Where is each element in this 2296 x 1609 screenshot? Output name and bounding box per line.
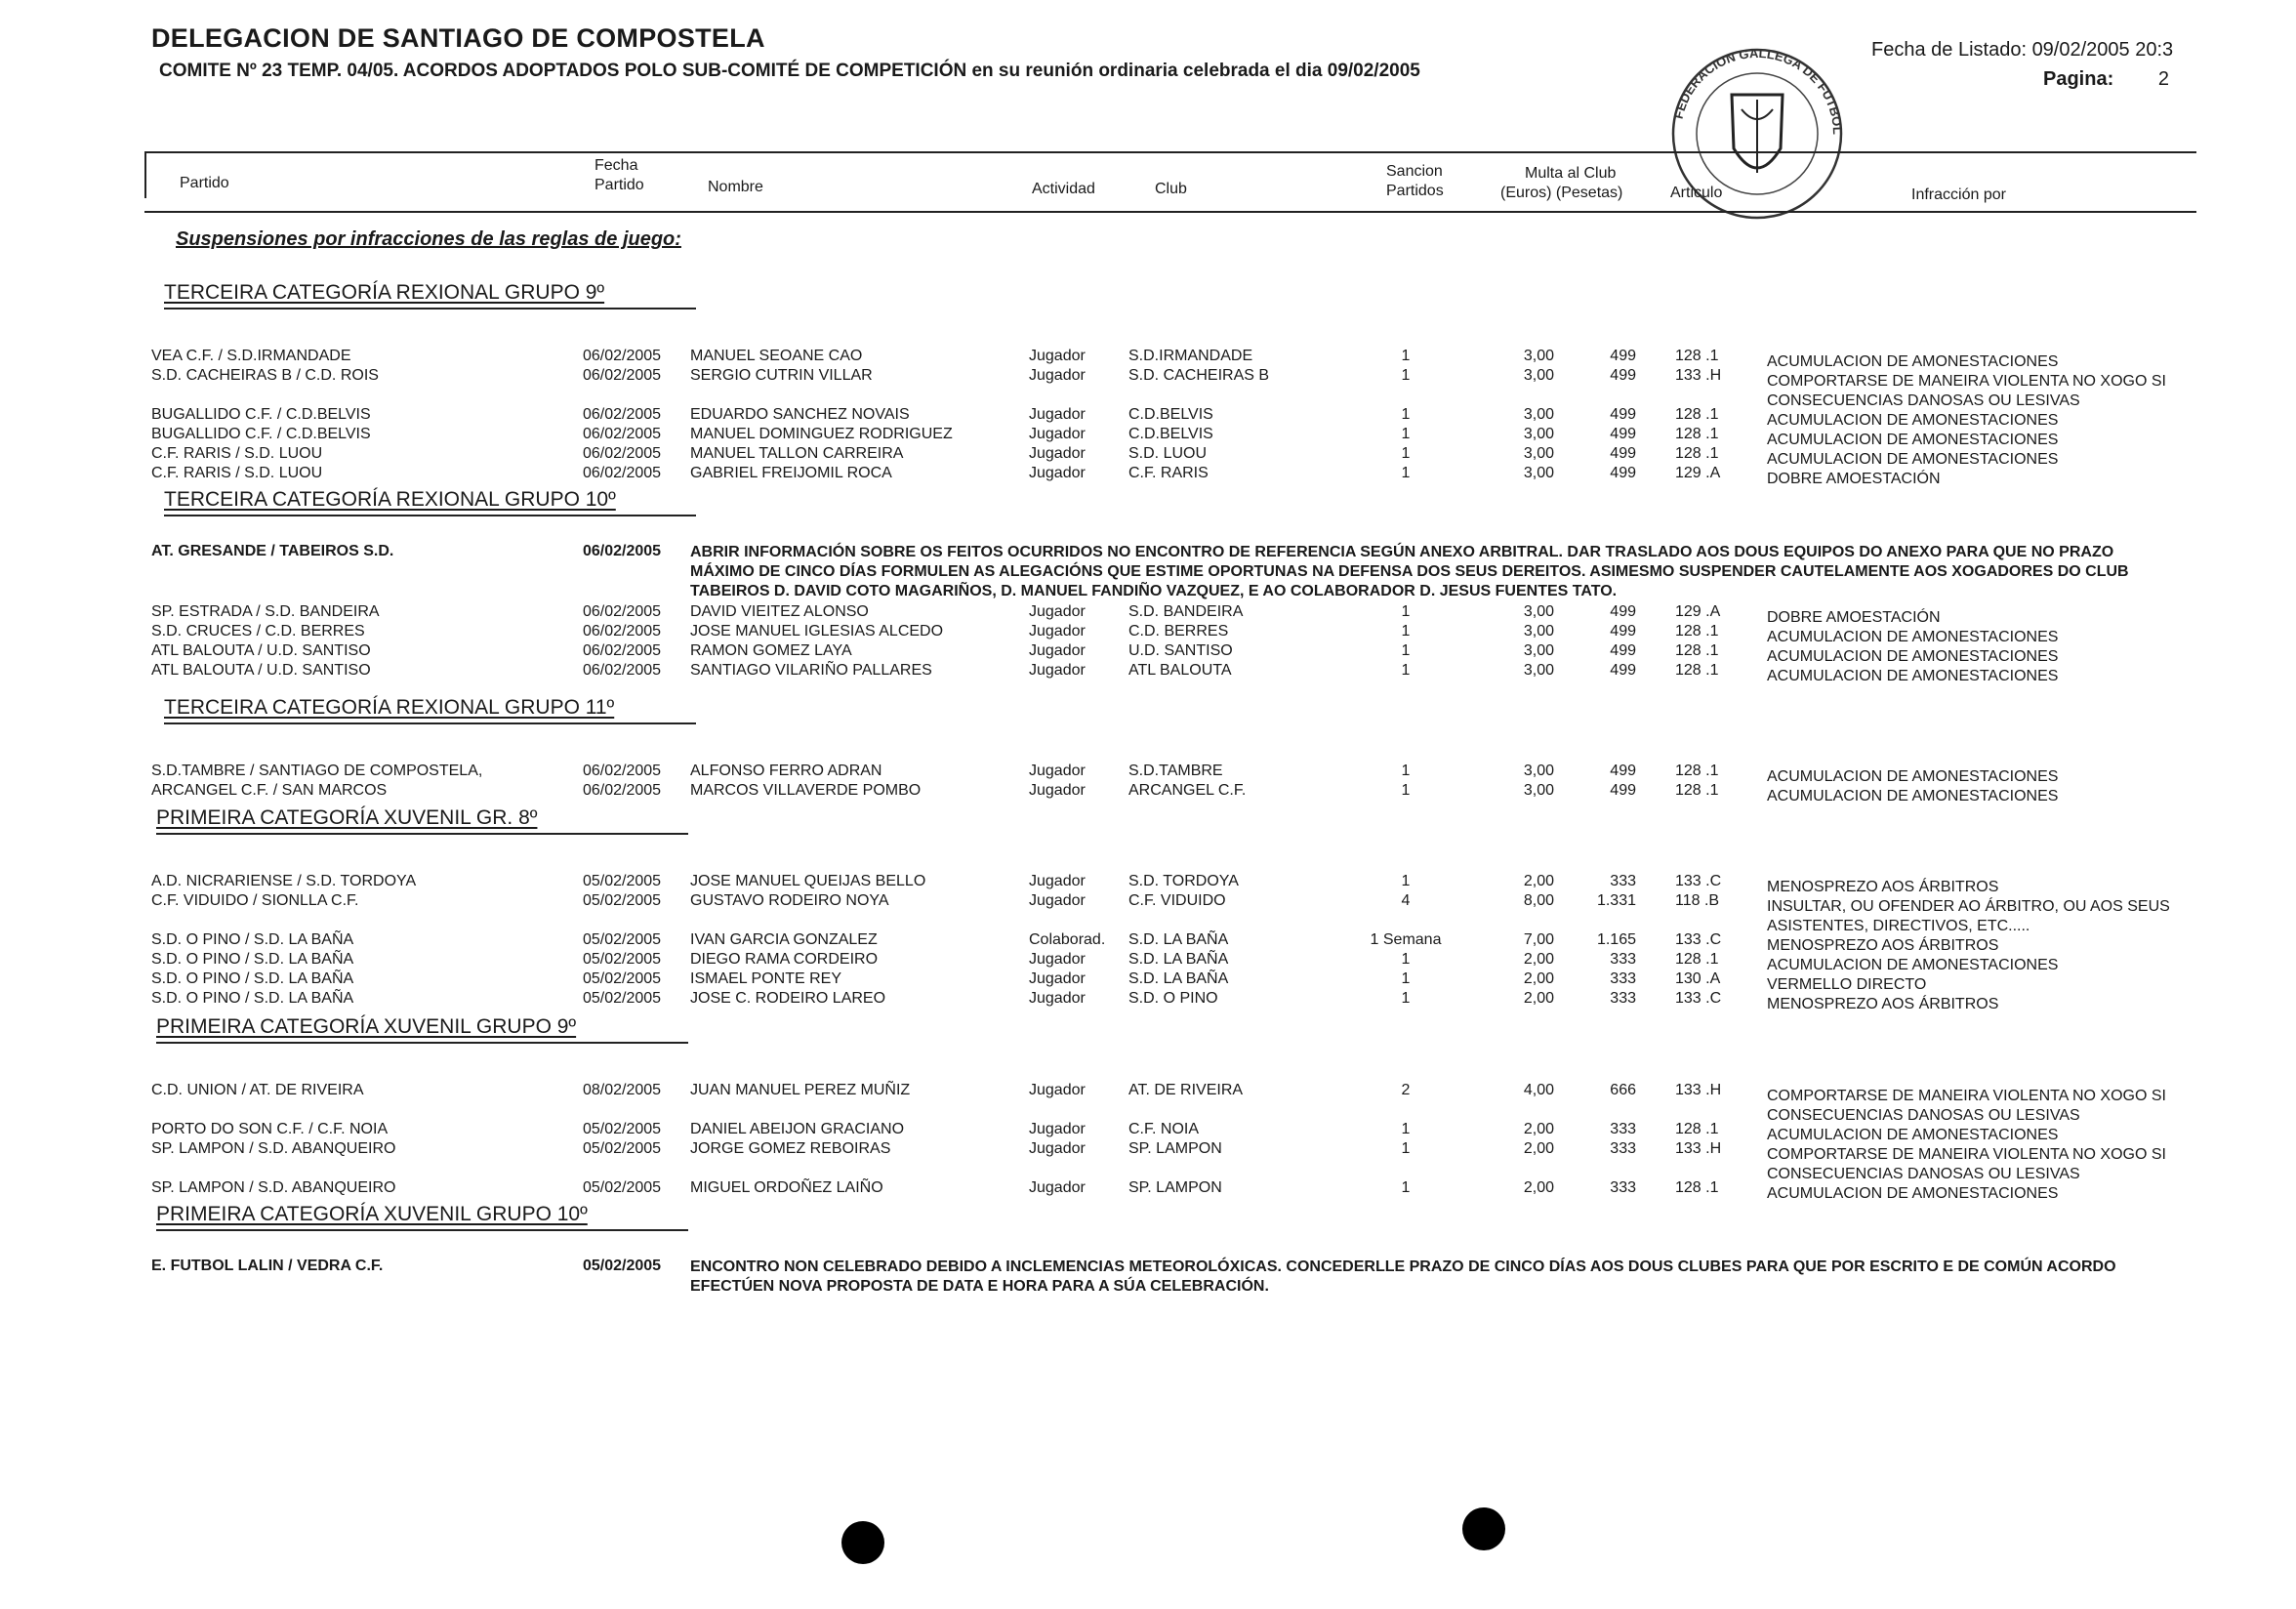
cell-nombre: MARCOS VILLAVERDE POMBO [690, 782, 922, 799]
col-club: Club [1155, 181, 1187, 197]
cell-sancion: 1 [1401, 782, 1411, 799]
cell-partido: SP. LAMPON / S.D. ABANQUEIRO [151, 1179, 396, 1196]
cell-euros: 2,00 [1523, 951, 1554, 968]
cell-actividad: Jugador [1029, 367, 1086, 384]
cell-club: S.D. LUOU [1128, 445, 1208, 462]
cell-infraccion: ACUMULACION DE AMONESTACIONES [1767, 648, 2059, 665]
cell-euros: 3,00 [1523, 642, 1554, 659]
section-title-rule [156, 833, 688, 835]
cell-nombre: ISMAEL PONTE REY [690, 970, 841, 987]
cell-euros: 2,00 [1523, 970, 1554, 987]
cell-fecha: 06/02/2005 [583, 445, 662, 462]
cell-euros: 3,00 [1523, 763, 1554, 779]
cell-pesetas: 333 [1610, 873, 1636, 889]
cell-infraccion: DOBRE AMOESTACIÓN [1767, 609, 1941, 626]
cell-partido: S.D.TAMBRE / SANTIAGO DE COMPOSTELA, [151, 763, 483, 779]
cell-sancion: 1 [1401, 873, 1411, 889]
cell-fecha: 06/02/2005 [583, 348, 662, 364]
col-infraccion: Infracción por [1911, 186, 2006, 203]
cell-pesetas: 499 [1610, 642, 1636, 659]
table-row [0, 873, 2296, 895]
cell-sancion: 1 [1401, 367, 1411, 384]
cell-sancion: 1 [1401, 1140, 1411, 1157]
section-title: PRIMEIRA CATEGORÍA XUVENIL GRUPO 10º [156, 1203, 588, 1225]
cell-actividad: Jugador [1029, 951, 1086, 968]
cell-pesetas: 1.165 [1596, 931, 1636, 948]
cell-euros: 3,00 [1523, 662, 1554, 679]
cell-nombre: MIGUEL ORDOÑEZ LAIÑO [690, 1179, 883, 1196]
punch-hole-right [1462, 1507, 1505, 1550]
cell-sancion: 1 [1401, 348, 1411, 364]
cell-nombre: JUAN MANUEL PEREZ MUÑIZ [690, 1082, 911, 1098]
cell-fecha: 05/02/2005 [583, 892, 662, 909]
page-title: DELEGACION DE SANTIAGO DE COMPOSTELA [151, 23, 765, 53]
cell-articulo: 128 .1 [1675, 348, 1719, 364]
cell-sancion: 1 [1401, 465, 1411, 481]
cell-pesetas: 1.331 [1596, 892, 1636, 909]
punch-hole-left [841, 1521, 884, 1564]
cell-fecha: 08/02/2005 [583, 1082, 662, 1098]
cell-sancion: 1 [1401, 445, 1411, 462]
cell-fecha: 06/02/2005 [583, 623, 662, 639]
table-row [0, 367, 2296, 409]
cell-nombre: EDUARDO SANCHEZ NOVAIS [690, 406, 910, 423]
cell-infraccion: ACUMULACION DE AMONESTACIONES [1767, 957, 2059, 973]
cell-nombre: GUSTAVO RODEIRO NOYA [690, 892, 889, 909]
cell-actividad: Colaborad. [1029, 931, 1106, 948]
cell-pesetas: 333 [1610, 990, 1636, 1007]
section-title-rule [164, 308, 696, 309]
cell-fecha: 05/02/2005 [583, 1140, 662, 1157]
table-row [0, 426, 2296, 448]
cell-fecha: 05/02/2005 [583, 873, 662, 889]
cell-actividad: Jugador [1029, 623, 1086, 639]
cell-infraccion: ACUMULACION DE AMONESTACIONES [1767, 353, 2059, 370]
cell-actividad: Jugador [1029, 406, 1086, 423]
note-text: ABRIR INFORMACIÓN SOBRE OS FEITOS OCURRIDOS NO ENCONTRO DE REFERENCIA SEGÚN ANEXO ARBITRAL. DAR TRASLADO AOS DOUS EQUIPOS DO ANEXO PARA QUE NO PRAZO MÁXIMO DE CINCO DÍAS FORMULEN AS ALEGACIÓNS QUE ESTIME OPORTUNAS NA DEFENSA DOS SEUS DEREITOS. ASIMESMO SUSPENDER CAUTELAMENTE AOS XOGADORES DO CLUB TABEIROS D. DAVID COTO MAGARIÑOS, D. MANUEL FANDIÑO VAZQUEZ, E AO COLABORADOR D. JESUS FUENTES TATO. [690, 544, 2129, 599]
cell-euros: 2,00 [1523, 1121, 1554, 1137]
cell-partido: ARCANGEL C.F. / SAN MARCOS [151, 782, 388, 799]
cell-nombre: JOSE C. RODEIRO LAREO [690, 990, 886, 1007]
cell-actividad: Jugador [1029, 1121, 1086, 1137]
cell-club: C.D. BERRES [1128, 623, 1229, 639]
cell-infraccion: ACUMULACION DE AMONESTACIONES [1767, 451, 2059, 468]
cell-actividad: Jugador [1029, 892, 1086, 909]
cell-infraccion: INSULTAR, OU OFENDER AO ÁRBITRO, OU AOS SEUS [1767, 898, 2170, 915]
cell-infraccion: ACUMULACION DE AMONESTACIONES [1767, 629, 2059, 645]
cell-actividad: Jugador [1029, 1082, 1086, 1098]
note-text: ENCONTRO NON CELEBRADO DEBIDO A INCLEMENCIAS METEOROLÓXICAS. CONCEDERLLE PRAZO DE CINCO DÍAS AOS DOUS CLUBES PARA QUE POR ESCRITO E DE COMÚN ACORDO EFECTÚEN NOVA PROPOSTA DE DATA E HORA PARA A SÚA CELEBRACIÓN. [690, 1258, 2116, 1295]
cell-pesetas: 333 [1610, 1179, 1636, 1196]
cell-pesetas: 499 [1610, 623, 1636, 639]
cell-pesetas: 499 [1610, 662, 1636, 679]
cell-pesetas: 499 [1610, 348, 1636, 364]
section-title: PRIMEIRA CATEGORÍA XUVENIL GR. 8º [156, 806, 538, 829]
cell-partido: S.D. CRUCES / C.D. BERRES [151, 623, 365, 639]
cell-nombre: SERGIO CUTRIN VILLAR [690, 367, 873, 384]
cell-sancion: 1 [1401, 990, 1411, 1007]
cell-sancion: 1 [1401, 603, 1411, 620]
cell-pesetas: 499 [1610, 782, 1636, 799]
cell-euros: 8,00 [1523, 892, 1554, 909]
cell-euros: 3,00 [1523, 406, 1554, 423]
cell-club: C.F. VIDUIDO [1128, 892, 1226, 909]
table-row [0, 623, 2296, 645]
cell-euros: 4,00 [1523, 1082, 1554, 1098]
cell-infraccion: VERMELLO DIRECTO [1767, 976, 1927, 993]
cell-pesetas: 499 [1610, 445, 1636, 462]
table-row [0, 642, 2296, 665]
cell-nombre: JOSE MANUEL IGLESIAS ALCEDO [690, 623, 944, 639]
cell-sancion: 1 [1401, 1121, 1411, 1137]
table-row [0, 931, 2296, 954]
cell-partido: C.F. RARIS / S.D. LUOU [151, 465, 323, 481]
table-row [0, 951, 2296, 973]
header-left-rule [144, 151, 146, 198]
cell-sancion: 1 Semana [1370, 931, 1442, 948]
cell-fecha: 06/02/2005 [583, 603, 662, 620]
table-row [0, 1082, 2296, 1124]
cell-actividad: Jugador [1029, 782, 1086, 799]
section-title: PRIMEIRA CATEGORÍA XUVENIL GRUPO 9º [156, 1015, 577, 1038]
cell-actividad: Jugador [1029, 1140, 1086, 1157]
cell-infraccion: CONSECUENCIAS DANOSAS OU LESIVAS [1767, 1107, 2080, 1124]
cell-infraccion: COMPORTARSE DE MANEIRA VIOLENTA NO XOGO SI [1767, 373, 2166, 390]
cell-articulo: 128 .1 [1675, 951, 1719, 968]
cell-sancion: 1 [1401, 951, 1411, 968]
cell-partido: ATL BALOUTA / U.D. SANTISO [151, 662, 371, 679]
header-top-rule [144, 151, 2196, 153]
cell-infraccion: ACUMULACION DE AMONESTACIONES [1767, 788, 2059, 804]
cell-sancion: 4 [1401, 892, 1411, 909]
cell-partido: ATL BALOUTA / U.D. SANTISO [151, 642, 371, 659]
cell-club: S.D. LA BAÑA [1128, 970, 1229, 987]
cell-club: C.D.BELVIS [1128, 406, 1213, 423]
cell-fecha: 05/02/2005 [583, 931, 662, 948]
cell-partido: A.D. NICRARIENSE / S.D. TORDOYA [151, 873, 417, 889]
cell-pesetas: 666 [1610, 1082, 1636, 1098]
cell-actividad: Jugador [1029, 642, 1086, 659]
table-row [0, 445, 2296, 468]
page-number-value: 2 [2157, 68, 2169, 90]
col-sancion [1386, 162, 1444, 201]
cell-sancion: 1 [1401, 763, 1411, 779]
section-title-rule [156, 1042, 688, 1044]
col-multa [1500, 164, 1622, 203]
cell-euros: 3,00 [1523, 367, 1554, 384]
cell-partido: S.D. O PINO / S.D. LA BAÑA [151, 931, 354, 948]
cell-sancion: 1 [1401, 1179, 1411, 1196]
cell-articulo: 128 .1 [1675, 623, 1719, 639]
page-subtitle: COMITE Nº 23 TEMP. 04/05. ACORDOS ADOPTADOS POLO SUB-COMITÉ DE COMPETICIÓN en su reunión ordinaria celebrada el dia 09/02/2005 [159, 61, 1420, 81]
svg-text:FEDERACION GALLEGA DE FUTBOL: FEDERACION GALLEGA DE FUTBOL [1670, 45, 1846, 136]
cell-infraccion: CONSECUENCIAS DANOSAS OU LESIVAS [1767, 1166, 2080, 1182]
cell-infraccion: ASISTENTES, DIRECTIVOS, ETC..... [1767, 918, 2030, 934]
cell-euros: 7,00 [1523, 931, 1554, 948]
cell-articulo: 130 .A [1675, 970, 1721, 987]
cell-euros: 2,00 [1523, 1179, 1554, 1196]
cell-euros: 2,00 [1523, 990, 1554, 1007]
cell-euros: 3,00 [1523, 426, 1554, 442]
cell-infraccion: ACUMULACION DE AMONESTACIONES [1767, 1127, 2059, 1143]
cell-pesetas: 333 [1610, 951, 1636, 968]
cell-sancion: 1 [1401, 642, 1411, 659]
cell-pesetas: 499 [1610, 426, 1636, 442]
cell-nombre: JORGE GOMEZ REBOIRAS [690, 1140, 891, 1157]
cell-partido: PORTO DO SON C.F. / C.F. NOIA [151, 1121, 389, 1137]
cell-fecha: 06/02/2005 [583, 662, 662, 679]
cell-partido: S.D. CACHEIRAS B / C.D. ROIS [151, 367, 379, 384]
cell-euros: 3,00 [1523, 782, 1554, 799]
col-fecha-line2: Partido [594, 177, 644, 193]
listing-date-label: Fecha de Listado: [1871, 39, 2027, 61]
cell-club: SP. LAMPON [1128, 1179, 1222, 1196]
cell-nombre: SANTIAGO VILARIÑO PALLARES [690, 662, 932, 679]
cell-fecha: 06/02/2005 [583, 782, 662, 799]
cell-partido: VEA C.F. / S.D.IRMANDADE [151, 348, 351, 364]
cell-articulo: 128 .1 [1675, 782, 1719, 799]
cell-nombre: DAVID VIEITEZ ALONSO [690, 603, 869, 620]
cell-partido: SP. ESTRADA / S.D. BANDEIRA [151, 603, 380, 620]
note-partido: AT. GRESANDE / TABEIROS S.D. [151, 543, 394, 559]
cell-nombre: MANUEL SEOANE CAO [690, 348, 863, 364]
cell-actividad: Jugador [1029, 603, 1086, 620]
cell-articulo: 128 .1 [1675, 1179, 1719, 1196]
col-fecha [594, 156, 644, 195]
cell-actividad: Jugador [1029, 662, 1086, 679]
cell-articulo: 133 .H [1675, 367, 1722, 384]
cell-partido: S.D. O PINO / S.D. LA BAÑA [151, 990, 354, 1007]
cell-infraccion: COMPORTARSE DE MANEIRA VIOLENTA NO XOGO SI [1767, 1088, 2166, 1104]
cell-pesetas: 333 [1610, 1121, 1636, 1137]
section-title-rule [164, 722, 696, 724]
cell-euros: 3,00 [1523, 623, 1554, 639]
cell-pesetas: 499 [1610, 603, 1636, 620]
cell-actividad: Jugador [1029, 763, 1086, 779]
cell-articulo: 133 .C [1675, 873, 1722, 889]
listing-date [1871, 39, 2173, 62]
cell-fecha: 05/02/2005 [583, 970, 662, 987]
cell-pesetas: 499 [1610, 465, 1636, 481]
cell-fecha: 05/02/2005 [583, 951, 662, 968]
cell-partido: S.D. O PINO / S.D. LA BAÑA [151, 970, 354, 987]
cell-infraccion: MENOSPREZO AOS ÁRBITROS [1767, 879, 1999, 895]
cell-club: S.D. O PINO [1128, 990, 1218, 1007]
cell-club: S.D.TAMBRE [1128, 763, 1223, 779]
cell-pesetas: 499 [1610, 763, 1636, 779]
cell-club: S.D. CACHEIRAS B [1128, 367, 1270, 384]
cell-nombre: ALFONSO FERRO ADRAN [690, 763, 882, 779]
cell-pesetas: 499 [1610, 367, 1636, 384]
col-articulo: Articulo [1670, 185, 1723, 201]
cell-euros: 3,00 [1523, 445, 1554, 462]
cell-actividad: Jugador [1029, 426, 1086, 442]
page-number-label: Pagina: [2043, 68, 2114, 90]
note-fecha: 06/02/2005 [583, 543, 662, 559]
cell-articulo: 128 .1 [1675, 406, 1719, 423]
cell-articulo: 129 .A [1675, 603, 1721, 620]
cell-club: S.D. TORDOYA [1128, 873, 1239, 889]
cell-articulo: 118 .B [1675, 892, 1720, 909]
cell-sancion: 2 [1401, 1082, 1411, 1098]
cell-infraccion: COMPORTARSE DE MANEIRA VIOLENTA NO XOGO SI [1767, 1146, 2166, 1163]
cell-articulo: 128 .1 [1675, 445, 1719, 462]
cell-articulo: 129 .A [1675, 465, 1721, 481]
section-title-rule [156, 1229, 688, 1231]
note-partido: E. FUTBOL LALIN / VEDRA C.F. [151, 1258, 384, 1274]
cell-pesetas: 333 [1610, 970, 1636, 987]
cell-actividad: Jugador [1029, 348, 1086, 364]
cell-infraccion: DOBRE AMOESTACIÓN [1767, 471, 1941, 487]
listing-date-value: 09/02/2005 20:3 [2031, 39, 2174, 61]
cell-articulo: 128 .1 [1675, 642, 1719, 659]
cell-fecha: 05/02/2005 [583, 990, 662, 1007]
table-row [0, 1121, 2296, 1143]
cell-articulo: 133 .C [1675, 931, 1722, 948]
table-row [0, 603, 2296, 626]
header-bottom-rule [144, 211, 2196, 213]
table-row [0, 1179, 2296, 1202]
col-fecha-line1: Fecha [594, 157, 638, 174]
col-multa-line2: (Euros) (Pesetas) [1500, 185, 1623, 201]
cell-club: SP. LAMPON [1128, 1140, 1222, 1157]
cell-partido: S.D. O PINO / S.D. LA BAÑA [151, 951, 354, 968]
table-row [0, 782, 2296, 802]
page-number [2043, 68, 2169, 91]
cell-fecha: 06/02/2005 [583, 406, 662, 423]
cell-fecha: 06/02/2005 [583, 465, 662, 481]
table-row [0, 348, 2296, 370]
col-partido: Partido [180, 175, 229, 191]
cell-club: AT. DE RIVEIRA [1128, 1082, 1244, 1098]
section-title-rule [164, 515, 696, 516]
cell-articulo: 128 .1 [1675, 426, 1719, 442]
cell-infraccion: MENOSPREZO AOS ÁRBITROS [1767, 996, 1999, 1012]
cell-actividad: Jugador [1029, 990, 1086, 1007]
cell-sancion: 1 [1401, 970, 1411, 987]
cell-club: C.F. NOIA [1128, 1121, 1200, 1137]
col-multa-line1: Multa al Club [1525, 165, 1617, 182]
cell-articulo: 133 .H [1675, 1140, 1722, 1157]
cell-fecha: 05/02/2005 [583, 1179, 662, 1196]
suspensiones-heading: Suspensiones por infracciones de las reglas de juego: [176, 228, 681, 250]
cell-club: ARCANGEL C.F. [1128, 782, 1247, 799]
cell-actividad: Jugador [1029, 465, 1086, 481]
cell-partido: C.F. VIDUIDO / SIONLLA C.F. [151, 892, 359, 909]
cell-partido: BUGALLIDO C.F. / C.D.BELVIS [151, 426, 371, 442]
table-row [0, 1140, 2296, 1182]
cell-articulo: 133 .H [1675, 1082, 1722, 1098]
section-title: TERCEIRA CATEGORÍA REXIONAL GRUPO 10º [164, 488, 616, 511]
cell-fecha: 06/02/2005 [583, 367, 662, 384]
cell-nombre: DIEGO RAMA CORDEIRO [690, 951, 879, 968]
cell-nombre: DANIEL ABEIJON GRACIANO [690, 1121, 905, 1137]
cell-nombre: GABRIEL FREIJOMIL ROCA [690, 465, 892, 481]
cell-club: S.D.IRMANDADE [1128, 348, 1253, 364]
cell-club: ATL BALOUTA [1128, 662, 1232, 679]
cell-actividad: Jugador [1029, 445, 1086, 462]
col-nombre: Nombre [708, 179, 763, 195]
cell-fecha: 06/02/2005 [583, 642, 662, 659]
col-sancion-line2: Partidos [1386, 183, 1444, 199]
col-actividad: Actividad [1032, 181, 1095, 197]
cell-sancion: 1 [1401, 662, 1411, 679]
cell-nombre: JOSE MANUEL QUEIJAS BELLO [690, 873, 926, 889]
cell-sancion: 1 [1401, 406, 1411, 423]
cell-club: C.D.BELVIS [1128, 426, 1213, 442]
cell-articulo: 133 .C [1675, 990, 1722, 1007]
cell-euros: 3,00 [1523, 348, 1554, 364]
cell-nombre: MANUEL DOMINGUEZ RODRIGUEZ [690, 426, 953, 442]
cell-infraccion: ACUMULACION DE AMONESTACIONES [1767, 412, 2059, 429]
cell-pesetas: 499 [1610, 406, 1636, 423]
cell-sancion: 1 [1401, 623, 1411, 639]
cell-fecha: 06/02/2005 [583, 763, 662, 779]
note-fecha: 05/02/2005 [583, 1258, 662, 1274]
table-row [0, 990, 2296, 1010]
section-title: TERCEIRA CATEGORÍA REXIONAL GRUPO 9º [164, 281, 605, 304]
cell-articulo: 128 .1 [1675, 662, 1719, 679]
cell-partido: C.D. UNION / AT. DE RIVEIRA [151, 1082, 364, 1098]
table-row [0, 406, 2296, 429]
cell-club: U.D. SANTISO [1128, 642, 1233, 659]
cell-infraccion: ACUMULACION DE AMONESTACIONES [1767, 432, 2059, 448]
cell-infraccion: MENOSPREZO AOS ÁRBITROS [1767, 937, 1999, 954]
cell-club: S.D. BANDEIRA [1128, 603, 1244, 620]
table-row [0, 763, 2296, 785]
cell-club: S.D. LA BAÑA [1128, 931, 1229, 948]
cell-euros: 2,00 [1523, 1140, 1554, 1157]
table-row [0, 970, 2296, 993]
col-sancion-line1: Sancion [1386, 163, 1443, 180]
cell-club: S.D. LA BAÑA [1128, 951, 1229, 968]
table-row [0, 892, 2296, 934]
section-title: TERCEIRA CATEGORÍA REXIONAL GRUPO 11º [164, 696, 615, 719]
cell-nombre: RAMON GOMEZ LAYA [690, 642, 852, 659]
cell-infraccion: ACUMULACION DE AMONESTACIONES [1767, 1185, 2059, 1202]
cell-fecha: 05/02/2005 [583, 1121, 662, 1137]
cell-euros: 3,00 [1523, 465, 1554, 481]
cell-partido: C.F. RARIS / S.D. LUOU [151, 445, 323, 462]
cell-euros: 3,00 [1523, 603, 1554, 620]
cell-articulo: 128 .1 [1675, 763, 1719, 779]
cell-nombre: MANUEL TALLON CARREIRA [690, 445, 904, 462]
cell-partido: BUGALLIDO C.F. / C.D.BELVIS [151, 406, 371, 423]
cell-infraccion: CONSECUENCIAS DANOSAS OU LESIVAS [1767, 392, 2080, 409]
cell-club: C.F. RARIS [1128, 465, 1209, 481]
cell-actividad: Jugador [1029, 873, 1086, 889]
cell-articulo: 128 .1 [1675, 1121, 1719, 1137]
table-row [0, 465, 2296, 487]
cell-infraccion: ACUMULACION DE AMONESTACIONES [1767, 768, 2059, 785]
cell-pesetas: 333 [1610, 1140, 1636, 1157]
cell-partido: SP. LAMPON / S.D. ABANQUEIRO [151, 1140, 396, 1157]
cell-fecha: 06/02/2005 [583, 426, 662, 442]
cell-sancion: 1 [1401, 426, 1411, 442]
cell-actividad: Jugador [1029, 970, 1086, 987]
cell-nombre: IVAN GARCIA GONZALEZ [690, 931, 878, 948]
table-row [0, 662, 2296, 684]
cell-euros: 2,00 [1523, 873, 1554, 889]
cell-actividad: Jugador [1029, 1179, 1086, 1196]
cell-infraccion: ACUMULACION DE AMONESTACIONES [1767, 668, 2059, 684]
